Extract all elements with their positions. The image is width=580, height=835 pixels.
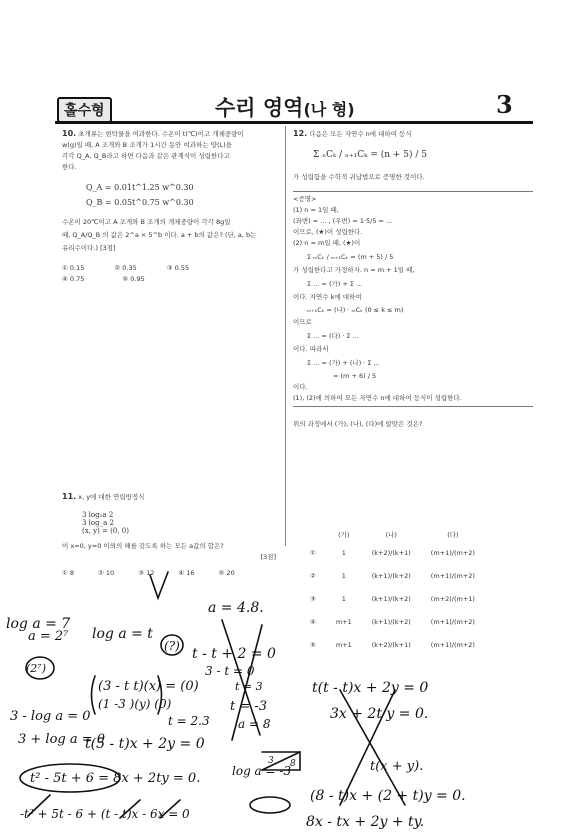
choice-1: ① 0.15 bbox=[62, 264, 85, 272]
table-cell: (m+1)/(m+2) bbox=[430, 640, 475, 649]
q10-line: 초개류는 현탁물을 여과한다. 수온이 t(℃)이고 개체중량이 bbox=[78, 130, 244, 138]
table-header: (가) bbox=[338, 531, 350, 539]
table-cell: 1 bbox=[341, 571, 346, 580]
choice-3: ③ 0.55 bbox=[166, 264, 190, 272]
table-cell: (k+1)/(k+2) bbox=[371, 594, 411, 603]
table-cell: ④ bbox=[310, 617, 316, 626]
hw-note: 8x - tx + 2y + ty. bbox=[306, 814, 425, 830]
question-number: 11. bbox=[62, 492, 77, 501]
q11-matrix-row: 3 log_a 2 bbox=[82, 519, 114, 527]
page-number: 3 bbox=[496, 90, 513, 119]
table-cell: (m+1)/(m+2) bbox=[430, 617, 475, 626]
table-cell: (k+2)/(k+1) bbox=[371, 640, 411, 649]
proof-line: 이므로 bbox=[293, 318, 312, 326]
proof-line: 이므로, (★)이 성립한다. bbox=[293, 228, 363, 236]
table-prompt: 위의 과정에서 (가), (나), (다)에 알맞은 것은? bbox=[293, 420, 423, 428]
hw-note: log a = 7 bbox=[6, 616, 71, 632]
subject-title: 수리 영역 bbox=[215, 96, 304, 120]
table-cell: (k+1)/(k+2) bbox=[371, 571, 411, 580]
proof-line: (1), (2)에 의하여 모든 자연수 n에 대하여 등식이 성립한다. bbox=[293, 394, 462, 402]
proof-line: = (m + 6) / 5 bbox=[333, 372, 377, 380]
hw-note: 3 - t = 0 bbox=[205, 664, 255, 678]
table-cell: ③ bbox=[310, 594, 316, 603]
hw-note: (8 - t)x + (2 + t)y = 0. bbox=[310, 788, 466, 804]
q10-formula-a: Q_A = 0.01t^1.25 w^0.30 bbox=[86, 183, 194, 192]
hw-note: a = 2⁷ bbox=[28, 629, 69, 644]
proof-line: ₘ₊₁Cₖ = (나) · ₘCₖ (0 ≤ k ≤ m) bbox=[307, 306, 404, 314]
q10-line: 한다. bbox=[62, 163, 77, 171]
proof-line: (1) n = 1일 때, bbox=[293, 206, 339, 214]
proof-line: (2) n = m일 때, (★)이 bbox=[293, 239, 361, 247]
question-number: 12. bbox=[293, 129, 308, 138]
proof-line: 가 성립한다고 가정하자. n = m + 1일 때, bbox=[293, 266, 415, 274]
hw-note: (?) bbox=[164, 639, 180, 653]
table-cell: 1 bbox=[341, 548, 346, 557]
choice-5: ⑤ 0.95 bbox=[122, 275, 145, 283]
hw-note: log a = t bbox=[92, 626, 153, 642]
q11-intro: x, y에 대한 연립방정식 bbox=[78, 493, 145, 501]
choice-4: ④ 16 bbox=[178, 569, 195, 577]
hw-note: (1 -3 )(y) (0) bbox=[98, 697, 172, 711]
q11-points: [3점] bbox=[260, 553, 276, 561]
hw-note: (3 - t t)(x) = (0) bbox=[98, 679, 199, 694]
q11-rhs: (x, y) = (0, 0) bbox=[82, 527, 129, 535]
hw-note: t - t + 2 = 0 bbox=[192, 646, 276, 662]
hw-note: t² - 5t + 6 = 8x + 2ty = 0. bbox=[30, 771, 201, 786]
q11-question: 이 x=0, y=0 이외의 해를 갖도록 하는 모든 a값의 합은? bbox=[62, 542, 224, 550]
q10-line: w(g)일 때, A 조개와 B 조개가 1시간 동안 여과하는 양(L)을 bbox=[62, 141, 232, 149]
subject-subtitle: (나 형) bbox=[303, 100, 355, 119]
proof-title: <증명> bbox=[293, 195, 317, 203]
q11-matrix-row: 3 log₂a 2 bbox=[82, 511, 114, 519]
table-cell: (k+1)/(k+2) bbox=[371, 617, 411, 626]
hw-note: t = 3 bbox=[235, 680, 263, 693]
q10-line: 수온이 20℃이고 A 조개와 B 조개의 개체중량이 각각 8g일 bbox=[62, 218, 231, 226]
table-cell: ② bbox=[310, 571, 316, 580]
table-cell: m+1 bbox=[335, 617, 352, 626]
hw-note: -t² + 5t - 6 + (t - t)x - 6x = 0 bbox=[20, 807, 190, 821]
proof-line: (좌변) = ... , (우변) = 1·5/5 = ... bbox=[293, 217, 393, 225]
q10-line: 유리수이다.) [3점] bbox=[62, 244, 116, 252]
proof-line: 이다. bbox=[293, 383, 308, 391]
proof-line: 이다. 따라서 bbox=[293, 345, 329, 353]
choice-4: ④ 0.75 bbox=[62, 275, 85, 283]
q12-sum-formula: Σ ₙCₖ / ₙ₊₁Cₖ = (n + 5) / 5 bbox=[313, 150, 428, 160]
q10-line: 때, Q_A/Q_B 의 값은 2^a × 5^b 이다. a + b의 값은? (단, a, b는 bbox=[62, 231, 257, 239]
table-cell: 1 bbox=[341, 594, 346, 603]
hw-note: a = 4.8. bbox=[208, 600, 264, 616]
exam-type-badge: 홀수형 bbox=[57, 97, 112, 123]
hw-note: 3 bbox=[268, 756, 274, 766]
proof-line: Σ ... = (다) · Σ ... bbox=[307, 332, 359, 340]
table-cell: m+1 bbox=[335, 640, 352, 649]
hw-note: t(5 - t)x + 2y = 0 bbox=[85, 736, 205, 752]
hw-note: 3x + 2t y = 0. bbox=[330, 706, 429, 722]
proof-line: Σ ... = (가) + (나) · Σ ... bbox=[307, 359, 380, 367]
hw-note: log a = -3 bbox=[232, 764, 292, 778]
proof-line: 이다. 자연수 k에 대하여 bbox=[293, 293, 362, 301]
table-cell: (m+1)/(m+2) bbox=[430, 571, 475, 580]
hw-note: (2⁷) bbox=[26, 662, 46, 675]
table-cell: ⑤ bbox=[310, 640, 316, 649]
choice-1: ① 8 bbox=[62, 569, 75, 577]
table-header: (나) bbox=[385, 531, 397, 539]
table-cell: (k+2)/(k+1) bbox=[371, 548, 411, 557]
proof-line: Σ ... = (가) + Σ ... bbox=[307, 280, 363, 288]
choice-2: ② 0.35 bbox=[114, 264, 137, 272]
hw-note: 3 - log a = 0 bbox=[10, 709, 91, 724]
proof-line: Σ ₘCₖ / ₘ₊₁Cₖ = (m + 5) / 5 bbox=[307, 253, 394, 261]
question-number: 10. bbox=[62, 129, 77, 138]
check-mark bbox=[150, 572, 168, 598]
choice-2: ② 10 bbox=[98, 569, 115, 577]
table-cell: (m+1)/(m+2) bbox=[430, 548, 475, 557]
hw-note: t(t - t)x + 2y = 0 bbox=[312, 680, 429, 696]
q12-holds: 가 성립함을 수학적 귀납법으로 증명한 것이다. bbox=[293, 173, 425, 181]
hw-note: t(x + y). bbox=[370, 759, 424, 774]
hw-note: a = 8 bbox=[238, 717, 271, 731]
table-cell: (m+2)/(m+1) bbox=[430, 594, 475, 603]
q10-formula-b: Q_B = 0.05t^0.75 w^0.30 bbox=[86, 198, 194, 207]
choice-5: ⑤ 20 bbox=[218, 569, 235, 577]
paren-mark bbox=[92, 676, 96, 714]
q12-intro: 다음은 모든 자연수 n에 대하여 등식 bbox=[309, 130, 412, 138]
table-header: (다) bbox=[447, 531, 459, 539]
table-cell: ① bbox=[310, 548, 316, 557]
hw-note: t = -3 bbox=[230, 699, 268, 714]
loop-mark bbox=[250, 797, 290, 813]
q10-line: 각각 Q_A, Q_B라고 하면 다음과 같은 관계식이 성립한다고 bbox=[62, 152, 230, 160]
hw-note: 8 bbox=[290, 759, 296, 769]
hw-note: t = 2.3 bbox=[168, 714, 210, 728]
choice-3: ③ 12 bbox=[138, 569, 155, 577]
hw-note: 3 + log a = 0 bbox=[18, 732, 106, 747]
